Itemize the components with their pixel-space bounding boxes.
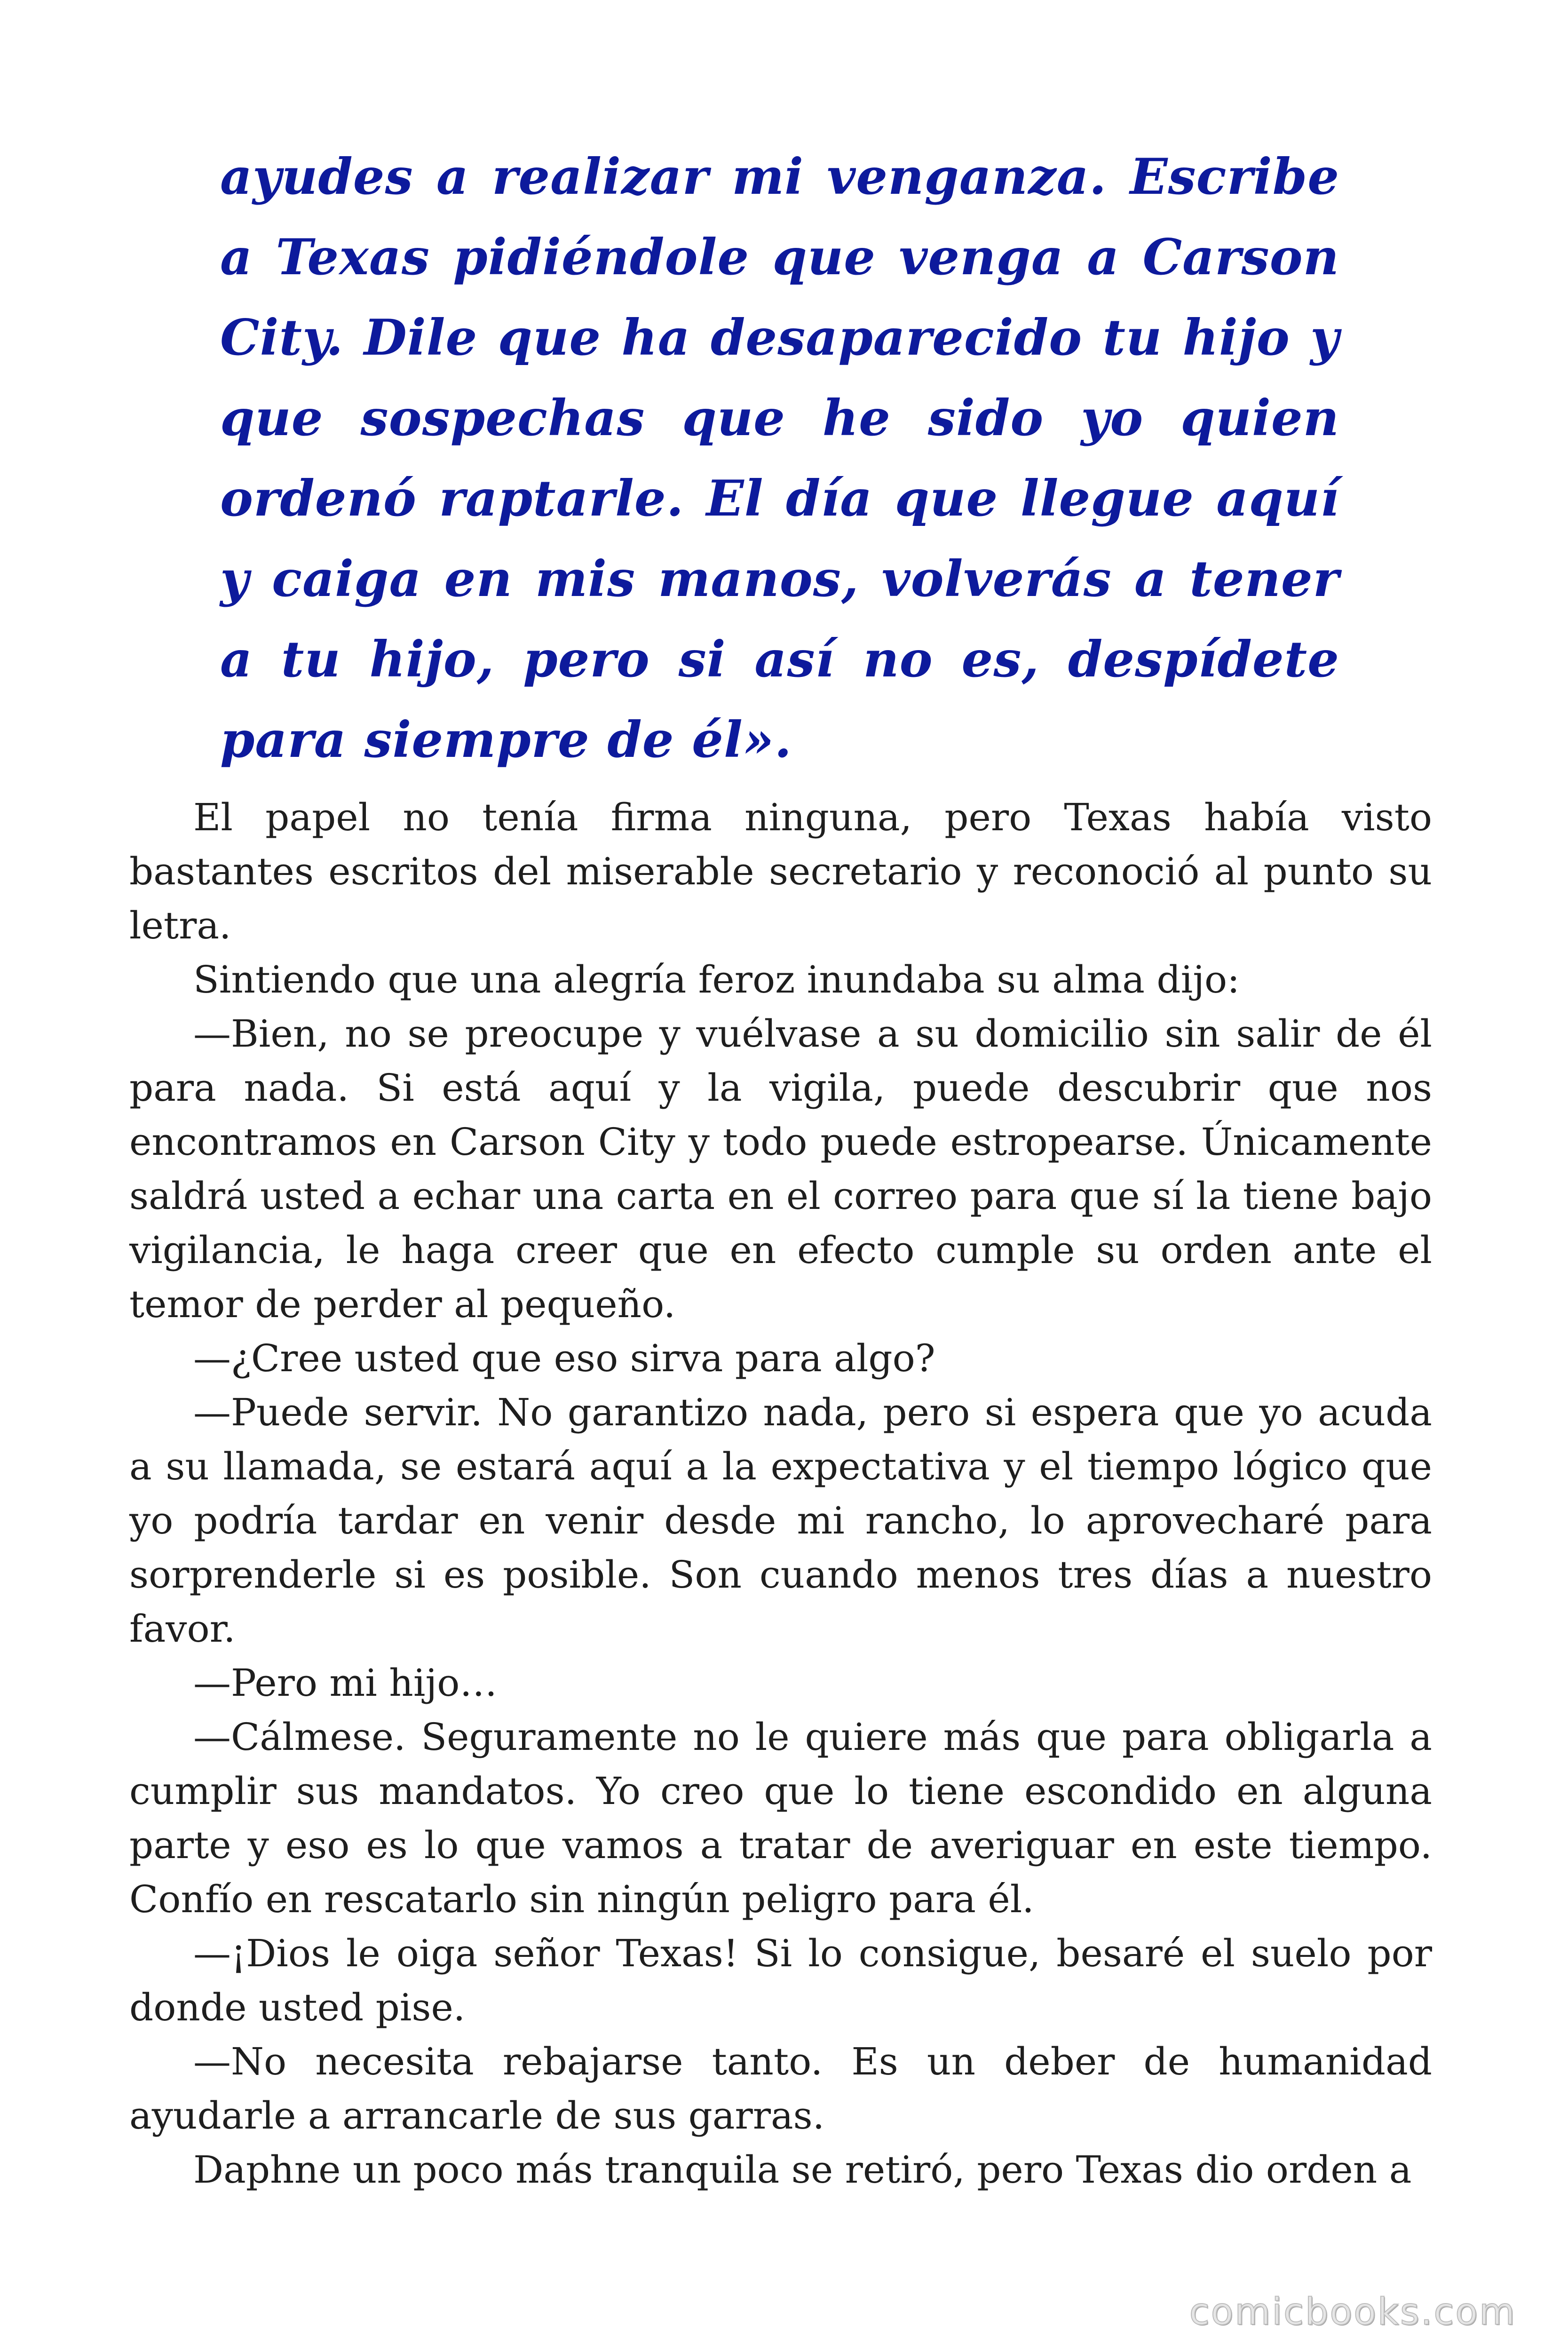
letter-text: ayudes a realizar mi venganza. Escribe a Texas pidiéndole que venga a Carson City. Dile que ha desaparecido tu hijo y que sospechas que he sido yo quien ordenó raptarle. El día que llegue aquí y caiga en mis manos, volverás a tener a tu hijo, pero si así no es, despídete para siempre de él». xyxy=(220,147,1339,769)
paragraph: —Bien, no se preocupe y vuélvase a su domicilio sin salir de él para nada. Si está aquí y la vigila, puede descubrir que nos encontramos en Carson City y todo puede estropearse. Únicamente saldrá usted a echar una carta en el correo para que sí la tiene bajo vigilancia, le haga creer que en efecto cumple su orden ante el temor de perder al pequeño. xyxy=(129,1012,1432,1326)
paragraph: —Pero mi hijo… xyxy=(193,1661,498,1705)
watermark: comicbooks.com xyxy=(1189,2291,1516,2333)
body-text xyxy=(129,790,1432,2197)
paragraph: Daphne un poco más tranquila se retiró, pero Texas dio orden a xyxy=(193,2148,1412,2192)
paragraph: Sintiendo que una alegría feroz inundaba su alma dijo: xyxy=(193,958,1240,1001)
paragraph: —Puede servir. No garantizo nada, pero si espera que yo acuda a su llamada, se estará aquí a la expectativa y el tiempo lógico que yo podría tardar en venir desde mi rancho, lo aprovecharé para sorprenderle si es posible. Son cuando menos tres días a nuestro favor. xyxy=(129,1391,1432,1651)
paragraph: —Cálmese. Seguramente no le quiere más que para obligarla a cumplir sus mandatos. Yo creo que lo tiene escondido en alguna parte y eso es lo que vamos a tratar de averiguar en este tiempo. Confío en rescatarlo sin ningún peligro para él. xyxy=(129,1715,1432,1921)
paragraph: —¿Cree usted que eso sirva para algo? xyxy=(193,1336,935,1380)
paragraph: —¡Dios le oiga señor Texas! Si lo consigue, besaré el suelo por donde usted pise. xyxy=(129,1931,1432,2029)
paragraph: El papel no tenía firma ninguna, pero Texas había visto bastantes escritos del miserable secretario y reconoció al punto su letra. xyxy=(129,795,1432,947)
handwritten-letter xyxy=(220,136,1339,780)
paragraph: —No necesita rebajarse tanto. Es un deber de humanidad ayudarle a arrancarle de sus garras. xyxy=(129,2040,1432,2137)
